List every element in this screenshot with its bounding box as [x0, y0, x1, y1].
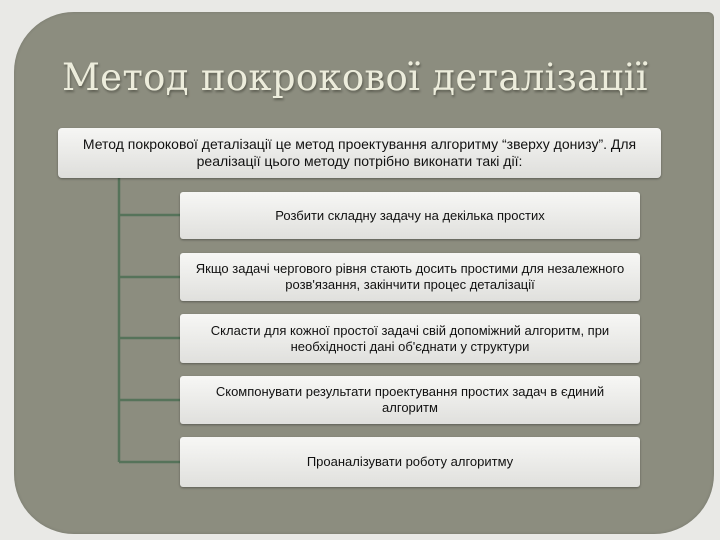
step-node-1: Розбити складну задачу на декілька простих: [180, 192, 640, 239]
step-node-5: Проаналізувати роботу алгоритму: [180, 437, 640, 487]
step-node-4: Скомпонувати результати проектування простих задач в єдиний алгоритм: [180, 376, 640, 424]
root-node: Метод покрокової деталізації це метод проектування алгоритму “зверху донизу”. Для реалізації цього методу потрібно виконати такі дії:: [58, 128, 661, 178]
step-node-3: Скласти для кожної простої задачі свій допоміжний алгоритм, при необхідності дані об'єднати у структури: [180, 314, 640, 363]
slide-title: Метод покрокової деталізації: [62, 56, 648, 99]
step-node-2: Якщо задачі чергового рівня стають досить простими для незалежного розв'язання, закінчити процес деталізації: [180, 253, 640, 301]
